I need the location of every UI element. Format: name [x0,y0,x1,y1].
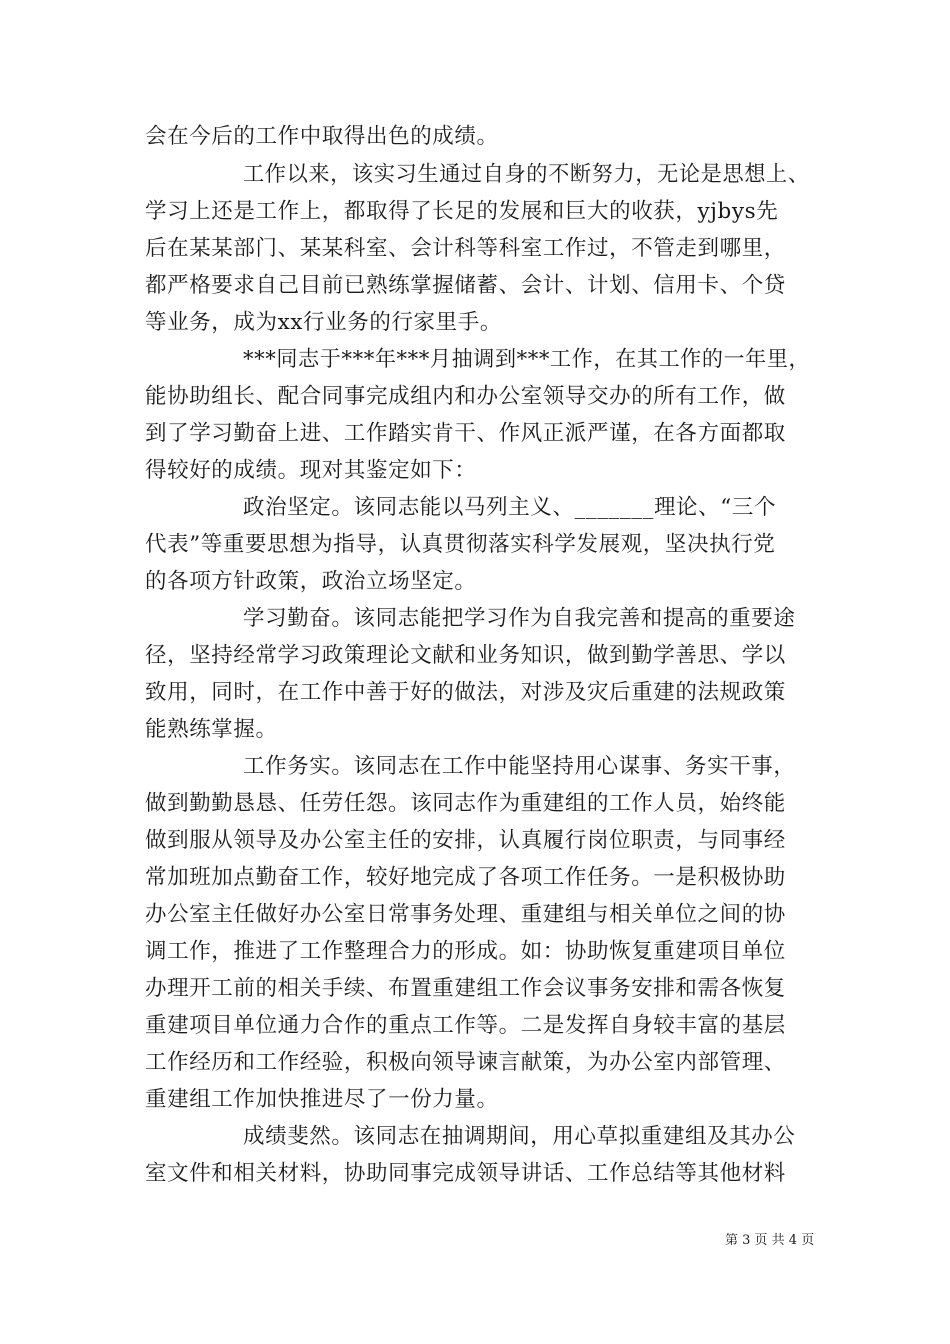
page-number: 第 3 页 共 4 页 [725,1233,815,1248]
text-line: 的各项方针政策，政治立场坚定。 [145,569,477,594]
text-line: 都严格要求自己目前已熟练掌握储蓄、会计、计划、信用卡、个贷 [145,273,786,298]
paragraph-first-line: 学习勤奋。该同志能把学习作为自我完善和提高的重要途 [243,606,796,631]
text-line: 会在今后的工作中取得出色的成绩。 [145,124,499,149]
text-line: 致用，同时，在工作中善于好的做法，对涉及灾后重建的法规政策 [145,680,786,705]
text-line: 能熟练掌握。 [145,717,278,742]
text-line: 重建组工作加快推进尽了一份力量。 [145,1087,499,1112]
text-line: 室文件和相关材料，协助同事完成领导讲话、工作总结等其他材料 [145,1161,786,1186]
text-line: 常加班加点勤奋工作，较好地完成了各项工作任务。一是积极协助 [145,865,786,890]
paragraph-first-line: 工作务实。该同志在工作中能坚持用心谋事、务实干事， [243,754,796,779]
text-line: 能协助组长、配合同事完成组内和办公室领导交办的所有工作，做 [145,384,786,409]
text-line: 学习上还是工作上，都取得了长足的发展和巨大的收获，yjbys先 [145,199,779,224]
text-line: 得较好的成绩。现对其鉴定如下： [145,458,477,483]
text-line: 代表”等重要思想为指导，认真贯彻落实科学发展观，坚决执行党 [145,532,776,557]
text-line: 办公室主任做好办公室日常事务处理、重建组与相关单位之间的协 [145,902,786,927]
paragraph-first-line: ***同志于***年***月抽调到***工作，在其工作的一年里， [243,347,811,372]
text-line: 径，坚持经常学习政策理论文献和业务知识，做到勤学善思、学以 [145,643,786,668]
paragraph-first-line: 政治坚定。该同志能以马列主义、_______理论、“三个 [243,495,777,520]
text-line: 后在某某部门、某某科室、会计科等科室工作过，不管走到哪里， [145,236,786,261]
paragraph-first-line: 工作以来，该实习生通过自身的不断努力，无论是思想上、 [243,162,810,187]
text-line: 调工作，推进了工作整理合力的形成。如：协助恢复重建项目单位 [145,939,786,964]
text-line: 到了学习勤奋上进、工作踏实肯干、作风正派严谨，在各方面都取 [145,421,786,446]
text-line: 重建项目单位通力合作的重点工作等。二是发挥自身较丰富的基层 [145,1013,786,1038]
paragraph-first-line: 成绩斐然。该同志在抽调期间，用心草拟重建组及其办公 [243,1124,796,1149]
text-line: 工作经历和工作经验，积极向领导谏言献策，为办公室内部管理、 [145,1050,786,1075]
text-line: 等业务，成为xx行业务的行家里手。 [145,310,502,335]
text-line: 做到勤勤恳恳、任劳任怨。该同志作为重建组的工作人员，始终能 [145,791,786,816]
text-line: 做到服从领导及办公室主任的安排，认真履行岗位职责，与同事经 [145,828,786,853]
text-line: 办理开工前的相关手续、布置重建组工作会议事务安排和需各恢复 [145,976,786,1001]
